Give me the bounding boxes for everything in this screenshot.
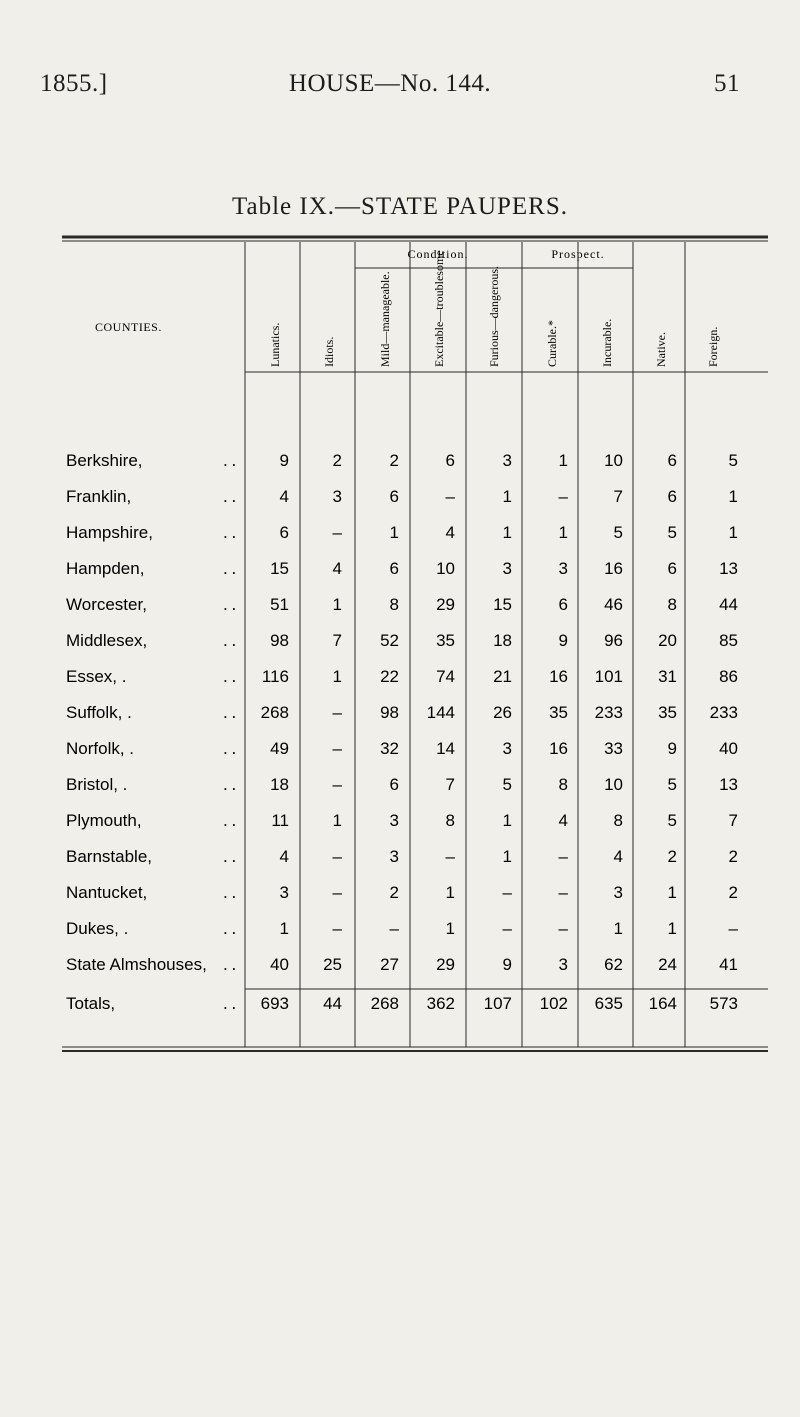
table-row-cell: 6: [445, 451, 455, 470]
table-row-cell: 2: [389, 883, 399, 902]
table-row-cell: 1: [445, 919, 455, 938]
table-row-cell: –: [332, 703, 342, 722]
table-row-cell: 3: [502, 451, 512, 470]
header-lunatics: Lunatics.: [268, 322, 282, 367]
leader-dots: . .: [223, 703, 236, 722]
table-row-cell: 5: [613, 523, 623, 542]
table-row-cell: 9: [502, 955, 512, 974]
table-row-cell: –: [332, 919, 342, 938]
table-row-cell: 1: [502, 523, 512, 542]
table-row-cell: 21: [493, 667, 512, 686]
table-row-cell: 1: [279, 919, 289, 938]
table-row-cell: 40: [719, 739, 738, 758]
table-row-cell: –: [332, 775, 342, 794]
table-row-cell: 6: [389, 487, 399, 506]
table-row-cell: 1: [332, 811, 342, 830]
leader-dots: . .: [223, 595, 236, 614]
table-row-cell: 98: [270, 631, 289, 650]
table-row-cell: 29: [436, 955, 455, 974]
table-row-cell: –: [445, 847, 455, 866]
table-row-cell: 1: [389, 523, 399, 542]
table-row-cell: 86: [719, 667, 738, 686]
header-excitable: Excitable—troublesome: [432, 250, 446, 367]
table-row-label: Hampden,: [66, 559, 145, 578]
table-row-cell: 22: [380, 667, 399, 686]
table-row-cell: 35: [658, 703, 677, 722]
table-row-cell: 85: [719, 631, 738, 650]
table-row-label: Franklin,: [66, 487, 132, 506]
table-row-cell: 3: [502, 559, 512, 578]
table-row-cell: –: [558, 919, 568, 938]
table-row-label: Bristol, .: [66, 775, 128, 794]
table-row-cell: 18: [493, 631, 512, 650]
table-row-cell: 49: [270, 739, 289, 758]
table-row-cell: 1: [332, 667, 342, 686]
header-mild: Mild—manageable.: [378, 271, 392, 367]
table-row-cell: 5: [667, 775, 677, 794]
table-row-cell: 16: [604, 559, 623, 578]
table-row-cell: 4: [279, 487, 289, 506]
table-row-cell: 26: [493, 703, 512, 722]
table-row-cell: 3: [558, 559, 568, 578]
table-row-cell: 32: [380, 739, 399, 758]
table-row-cell: 5: [667, 523, 677, 542]
table-row-cell: 25: [323, 955, 342, 974]
totals-row-cell: 693: [260, 994, 289, 1013]
table-row-label: Berkshire,: [66, 451, 143, 470]
totals-row-cell: 164: [648, 994, 677, 1013]
prospect-group-header: Prospect.: [551, 247, 605, 261]
table-row-label: State Almshouses,: [66, 955, 207, 974]
table-row-cell: 35: [549, 703, 568, 722]
table-row-cell: 4: [613, 847, 623, 866]
table-row-cell: 6: [389, 559, 399, 578]
table-row-cell: –: [502, 883, 512, 902]
table-row-cell: –: [389, 919, 399, 938]
table-row-cell: –: [558, 847, 568, 866]
table-row-cell: 44: [719, 595, 738, 614]
table-row-cell: 1: [613, 919, 623, 938]
leader-dots: . .: [223, 523, 236, 542]
table-row-cell: 6: [279, 523, 289, 542]
table-row-cell: 3: [332, 487, 342, 506]
table-row-cell: 74: [436, 667, 455, 686]
table-row-cell: 16: [549, 739, 568, 758]
table-row-cell: 5: [667, 811, 677, 830]
table-row-cell: 1: [558, 451, 568, 470]
leader-dots: . .: [223, 955, 236, 974]
totals-row-cell: 573: [709, 994, 738, 1013]
table-row-cell: 268: [260, 703, 289, 722]
table-row-cell: 6: [667, 559, 677, 578]
table-row-cell: 11: [271, 811, 289, 830]
totals-row-cell: 102: [539, 994, 568, 1013]
table-row-cell: 10: [436, 559, 455, 578]
table-row-cell: 18: [270, 775, 289, 794]
table-row-label: Essex, .: [66, 667, 127, 686]
totals-row-cell: 362: [426, 994, 455, 1013]
table-row-cell: 3: [279, 883, 289, 902]
table-row-cell: 8: [445, 811, 455, 830]
table-row-cell: 9: [279, 451, 289, 470]
counties-header: COUNTIES.: [95, 320, 162, 334]
table-row-cell: 7: [613, 487, 623, 506]
table-row-cell: 3: [558, 955, 568, 974]
totals-row-label: Totals,: [66, 994, 116, 1013]
table-row-cell: 10: [604, 775, 623, 794]
table-row-cell: 13: [719, 559, 738, 578]
header-curable: Curable.*: [545, 320, 559, 367]
table-row-cell: 4: [279, 847, 289, 866]
leader-dots: . .: [223, 775, 236, 794]
table-row-label: Plymouth,: [66, 811, 142, 830]
table-row-cell: –: [332, 523, 342, 542]
condition-group-header: Condition.: [407, 247, 469, 261]
table-row-cell: 233: [594, 703, 623, 722]
table-row-cell: 101: [594, 667, 623, 686]
table-row-cell: –: [558, 883, 568, 902]
table-row-cell: 3: [502, 739, 512, 758]
document-number: HOUSE—No. 144.: [288, 70, 492, 97]
leader-dots: . .: [223, 487, 236, 506]
header-foreign: Foreign.: [706, 326, 720, 367]
table-row-cell: 40: [270, 955, 289, 974]
table-row-cell: 4: [558, 811, 568, 830]
table-row-cell: 10: [604, 451, 623, 470]
table-row-cell: –: [502, 919, 512, 938]
table-row-cell: 33: [604, 739, 623, 758]
table-row-cell: 8: [389, 595, 399, 614]
table-row-cell: 1: [667, 919, 677, 938]
table-row-cell: 1: [502, 487, 512, 506]
table-row-cell: –: [332, 847, 342, 866]
table-row-cell: 35: [436, 631, 455, 650]
table-row-cell: 16: [549, 667, 568, 686]
leader-dots: . .: [223, 883, 236, 902]
leader-dots: . .: [223, 919, 236, 938]
table-row-label: Barnstable,: [66, 847, 152, 866]
table-row-cell: 4: [445, 523, 455, 542]
table-row-label: Nantucket,: [66, 883, 148, 902]
leader-dots: . .: [223, 847, 236, 866]
table-row-cell: 7: [445, 775, 455, 794]
year: 1855.]: [40, 70, 108, 97]
table-row-cell: 5: [728, 451, 738, 470]
table-row-cell: 46: [604, 595, 623, 614]
table-row-cell: 1: [728, 487, 738, 506]
table-row-cell: 6: [389, 775, 399, 794]
table-row-cell: 6: [667, 487, 677, 506]
table-row-cell: 6: [667, 451, 677, 470]
table-row-cell: 9: [558, 631, 568, 650]
totals-row-cell: 268: [370, 994, 399, 1013]
table-row-cell: 7: [728, 811, 738, 830]
totals-row-cell: 107: [483, 994, 512, 1013]
table-row-cell: 14: [436, 739, 455, 758]
table-row-cell: 2: [667, 847, 677, 866]
table-row-cell: 6: [558, 595, 568, 614]
table-row-cell: 144: [426, 703, 455, 722]
table-row-cell: 7: [332, 631, 342, 650]
table-row-cell: 29: [436, 595, 455, 614]
table-row-cell: 116: [261, 667, 289, 686]
table-row-label: Norfolk, .: [66, 739, 135, 758]
table-row-cell: 2: [728, 883, 738, 902]
table-title: Table IX.—STATE PAUPERS.: [231, 193, 568, 220]
table-row-cell: 96: [604, 631, 623, 650]
leader-dots: . .: [223, 451, 236, 470]
table-row-label: Worcester,: [66, 595, 147, 614]
leader-dots: . .: [223, 994, 236, 1013]
totals-row-cell: 44: [323, 994, 342, 1013]
table-row-cell: 15: [493, 595, 512, 614]
table-row-cell: 8: [667, 595, 677, 614]
table-row-cell: 62: [604, 955, 623, 974]
table-row-cell: 2: [728, 847, 738, 866]
table-row-label: Hampshire,: [66, 523, 153, 542]
table-row-cell: 3: [613, 883, 623, 902]
table-row-cell: 5: [502, 775, 512, 794]
header-incurable: Incurable.: [600, 318, 614, 367]
table-row-label: Middlesex,: [66, 631, 148, 650]
leader-dots: . .: [223, 631, 236, 650]
leader-dots: . .: [223, 811, 236, 830]
table-row-cell: 31: [658, 667, 677, 686]
totals-row-cell: 635: [594, 994, 623, 1013]
table-row-cell: 52: [380, 631, 399, 650]
table-row-cell: 51: [270, 595, 289, 614]
table-row-cell: 24: [658, 955, 677, 974]
table-row-cell: 3: [389, 811, 399, 830]
table-row-cell: –: [728, 919, 738, 938]
header-native: Native.: [654, 332, 668, 367]
table-row-cell: –: [332, 883, 342, 902]
table-row-cell: 1: [445, 883, 455, 902]
table-row-label: Suffolk, .: [66, 703, 132, 722]
table-row-cell: 8: [613, 811, 623, 830]
page-number: 51: [714, 70, 740, 97]
table-row-cell: 2: [332, 451, 342, 470]
table-row-cell: 1: [667, 883, 677, 902]
table-row-cell: 1: [502, 811, 512, 830]
table-row-cell: 1: [558, 523, 568, 542]
table-row-cell: –: [332, 739, 342, 758]
table-row-cell: 1: [502, 847, 512, 866]
table-row-cell: 4: [332, 559, 342, 578]
table-row-cell: 8: [558, 775, 568, 794]
table-row-cell: 233: [709, 703, 738, 722]
table-row-cell: 3: [389, 847, 399, 866]
table-row-label: Dukes, .: [66, 919, 129, 938]
table-row-cell: –: [445, 487, 455, 506]
table-row-cell: 15: [270, 559, 289, 578]
table-row-cell: 13: [719, 775, 738, 794]
table-row-cell: 27: [380, 955, 399, 974]
header-idiots: Idiots.: [322, 336, 336, 367]
leader-dots: . .: [223, 667, 236, 686]
leader-dots: . .: [223, 559, 236, 578]
leader-dots: . .: [223, 739, 236, 758]
table-row-cell: 98: [380, 703, 399, 722]
table-row-cell: 1: [728, 523, 738, 542]
table-row-cell: 20: [658, 631, 677, 650]
table-row-cell: 2: [389, 451, 399, 470]
header-furious: Furious—dangerous.: [487, 266, 501, 367]
table-row-cell: 9: [667, 739, 677, 758]
table-row-cell: 41: [719, 955, 738, 974]
table-row-cell: –: [558, 487, 568, 506]
table-row-cell: 1: [332, 595, 342, 614]
